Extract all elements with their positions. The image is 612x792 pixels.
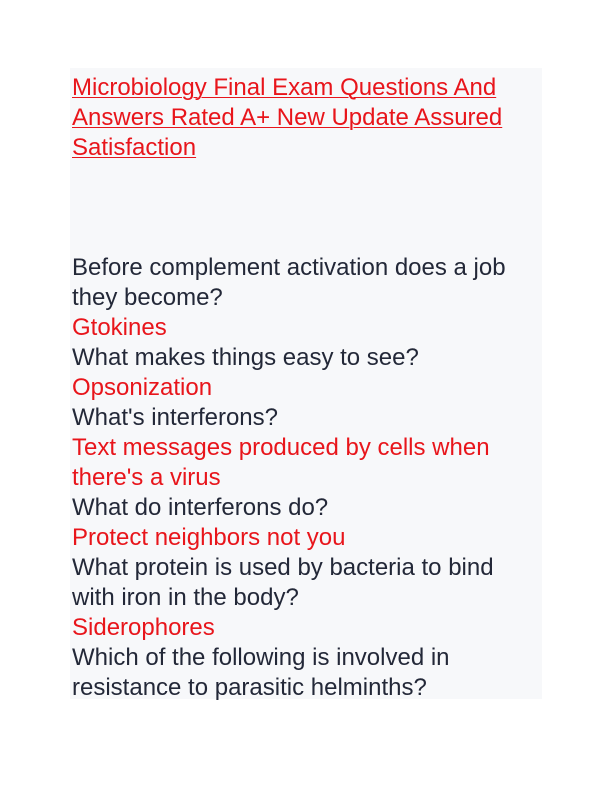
question-text: What's interferons? xyxy=(72,404,279,431)
answer-text: Gtokines xyxy=(72,314,167,341)
qa-item xyxy=(72,403,542,493)
qa-list xyxy=(72,253,542,703)
qa-item xyxy=(72,493,542,553)
question-text: Before complement activation does a job they become? xyxy=(72,254,506,311)
question-text: Which of the following is involved in resistance to parasitic helminths? xyxy=(72,644,450,701)
answer-text: Protect neighbors not you xyxy=(72,524,346,551)
question-text: What protein is used by bacteria to bind with iron in the body? xyxy=(72,554,494,611)
answer-text: Text messages produced by cells when there's a virus xyxy=(72,434,490,491)
qa-item xyxy=(72,553,542,643)
document-title: Microbiology Final Exam Questions And Answers Rated A+ New Update Assured Satisfaction xyxy=(72,74,503,161)
answer-text: Opsonization xyxy=(72,374,213,401)
qa-item xyxy=(72,343,542,403)
question-text: What do interferons do? xyxy=(72,494,329,521)
qa-item xyxy=(72,253,542,343)
qa-item xyxy=(72,643,542,703)
answer-text: Siderophores xyxy=(72,614,215,641)
question-text: What makes things easy to see? xyxy=(72,344,419,371)
